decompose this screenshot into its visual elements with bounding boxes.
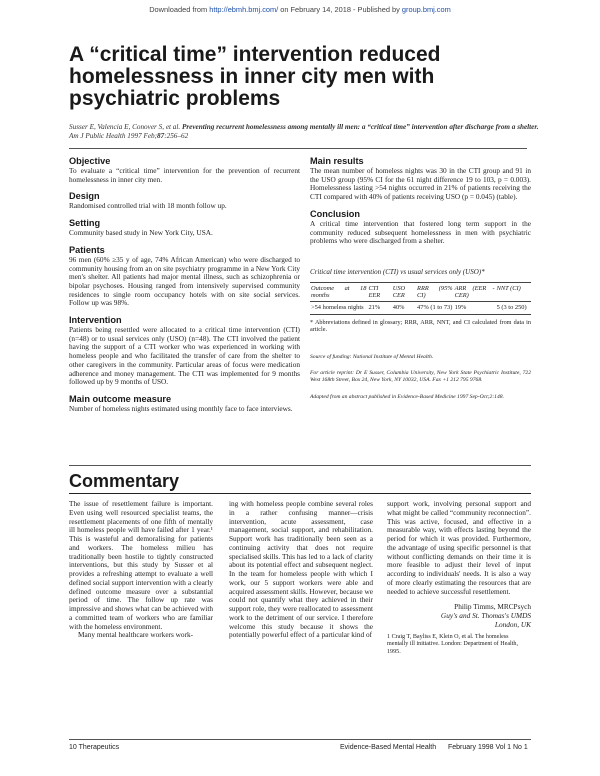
commentary-top-divider (69, 465, 531, 466)
setting-heading: Setting (69, 218, 101, 229)
table-cell: 21% (368, 304, 381, 312)
publisher-link[interactable]: group.bmj.com (401, 5, 451, 14)
signature-name: Philip Timms, MRCPsych (454, 602, 531, 612)
setting-body: Community based study in New York City, USA. (69, 228, 213, 238)
results-heading: Main results (310, 156, 364, 166)
author-signature (387, 602, 531, 629)
commentary-column-1 (69, 500, 213, 640)
download-mid: on February 14, 2018 - Published by (278, 5, 402, 14)
table-footnote: * Abbreviations defined in glossary; RRR, ARR, NNT, and CI calculated from data in article. (310, 318, 531, 334)
commentary-paragraph: ing with homeless people combine several roles in a rather confusing manner—crisis intervention, acute assessment, case management, social support, and rehabilitation. Support work has traditionally been seen as a continuing activity that does not require specialised skills. This has led to a lack of clarity about its potential effect and subsequent neglect. In the team for homeless people with which I work, our 5 support workers were able and acquired assessment skills. However, because we could not quantify what they achieved in their support role, they were reallocated to assessment work to the detriment of our service. I therefore welcome this study because it shows the potentially powerful effect of a particular kind of (229, 499, 373, 640)
citation (69, 123, 539, 141)
objective-body: To evaluate a “critical time” intervention for the prevention of recurrent homelessness in inner city men. (69, 166, 300, 184)
objective-heading: Objective (69, 156, 111, 166)
patients-body: 96 men (60% ≥35 y of age, 74% African American) who were discharged to community housing from an on site psychiatry programme in a New York City men's shelter. All patients had major mental illness, such as schizophrenia or bipolar psychoses. Housing ranged from intensively supervised community residences to single room occupancy hotels with on site social services. Follow up was 98%. (69, 254, 300, 308)
commentary-paragraph: support work, involving personal support and what might be called “community reconnection”. This was active, focused, and effective in a measurable way, with effects lasting beyond the period for which it was provided. Furthermore, the advantage of using specific personnel is that without conflicting demands on their time it is more feasible to adjust their level of input according to individuals' needs. It is also a way of more clearly estimating the resources that are needed to achieve successful resettlement. (387, 499, 531, 596)
citation-journal: Am J Public Health 1997 Feb; (69, 132, 158, 140)
table-cell: >54 homeless nights (311, 304, 364, 312)
correspondence: For article reprint: Dr E Susser, Columbia University, New York State Psychiatric Institute, 722 West 168th Street, Box 24, New York, NY 10032, USA. Fax +1 212 795 9768. (310, 370, 531, 384)
citation-volume: 87 (157, 132, 165, 140)
outcome-body: Number of homeless nights estimated using monthly face to face interviews. (69, 403, 293, 413)
commentary-heading: Commentary (69, 471, 180, 491)
intervention-body: Patients being resettled were allocated to a critical time intervention (CTI) (n=48) or to usual services only (USO) (n=48). The CTI involved the patient having the support of a CTI worker who was experienced in working with homeless people and who facilitated the transfer of care from the shelter to other caregivers in the community. Particular areas of focus were medication adherence and money management. The CTI was implemented for 9 months followed up by 9 months of USO. (69, 325, 300, 387)
table-caption: Critical time intervention (CTI) vs usual services only (USO)* (310, 267, 485, 276)
results-table (310, 282, 531, 315)
intervention-heading: Intervention (69, 315, 122, 326)
article-title: A “critical time” intervention reduced homelessness in inner city men with psychiatric problems (69, 43, 441, 110)
table-header-cell: USO CER (392, 284, 406, 300)
commentary-divider (69, 493, 531, 494)
signature-place: London, UK (494, 620, 531, 630)
footer-journal: Evidence-Based Mental Health (340, 744, 437, 751)
conclusion-heading: Conclusion (310, 208, 361, 219)
outcome-heading: Main outcome measure (69, 393, 172, 404)
table-cell: 47% (1 to 73) (417, 304, 453, 312)
citation-article: Preventing recurrent homelessness among mentally ill men: a “critical time” intervention after discharge from a shelter. (181, 123, 539, 131)
commentary-paragraph: The issue of resettlement failure is important. Even using well resourced specialist teams, the resettlement placements of one fifth of mentally ill homeless people will have failed after 1 year.¹ This is wasteful and demoralising for patients and workers. The homeless milieu has traditionally been hostile to tightly constructed interventions, but this study by Susser et al provides a refreshing attempt to evaluate a well defined social support intervention with a clearly defined outcome measure over a substantial period of time. The follow up rate was impressive and shows what can be achieved with a committed team of workers who are familiar with the homeless environment. (69, 499, 213, 631)
table-row (310, 302, 531, 314)
abstract-right-column (310, 156, 531, 401)
signature-affiliation: Guy's and St. Thomas's UMDS (440, 611, 531, 621)
funding-source: Source of funding: National Institute of Mental Health. (310, 353, 434, 360)
table-header-cell: RRR (95% CI) (417, 284, 453, 300)
table-header-cell: NNT (CI) (496, 284, 521, 292)
patients-heading: Patients (69, 244, 105, 255)
download-prefix: Downloaded from (149, 5, 210, 14)
results-body: The mean number of homeless nights was 30 in the CTI group and 91 in the USO group (95% CI for the 61 night difference 19 to 103, p = 0.003). Homelessness lasting >54 nights occurred in 21% of patients receiving the CTI compared with 40% of patients receiving USO (p = 0.045) (table). (310, 166, 531, 202)
commentary-column-2 (229, 500, 373, 640)
table-cell: 5 (3 to 250) (496, 304, 527, 312)
abstract-left-column (69, 156, 300, 414)
top-divider (69, 148, 527, 149)
table-header-row (310, 282, 531, 302)
results-table-block (310, 268, 531, 401)
footer-section: 10 Therapeutics (69, 744, 120, 751)
design-heading: Design (69, 191, 100, 202)
journal-url-link[interactable]: http://ebmh.bmj.com/ (209, 5, 279, 14)
citation-authors: Susser E, Valencia E, Conover S, et al. (69, 123, 182, 131)
design-body: Randomised controlled trial with 18 month follow up. (69, 201, 227, 211)
footer-divider (69, 739, 531, 740)
footer-issue: February 1998 Vol 1 No 1 (448, 744, 528, 751)
table-cell: 19% (454, 304, 467, 312)
commentary-paragraph: Many mental healthcare workers work- (78, 630, 194, 640)
table-header-cell: Outcome at 18 months (311, 284, 367, 300)
adapted-from: Adapted from an abstract published in Evidence-Based Medicine 1997 Sep-Oct;2:148. (310, 394, 504, 401)
table-header-cell: ARR (EER - CER) (454, 284, 495, 300)
table-cell: 40% (392, 304, 405, 312)
citation-pages: :256–62 (164, 132, 189, 140)
reference-item: 1 Craig T, Bayliss E, Klein O, et al. The homeless mentally ill initiative. London: Department of Health, 1995. (387, 634, 518, 655)
download-notice (0, 5, 600, 14)
table-header-cell: CTI EER (368, 284, 381, 300)
conclusion-body: A critical time intervention that fostered long term support in the community reduced subsequent homelessness in men with psychiatric problems who were discharged from a shelter. (310, 218, 531, 246)
commentary-column-3 (387, 500, 531, 656)
